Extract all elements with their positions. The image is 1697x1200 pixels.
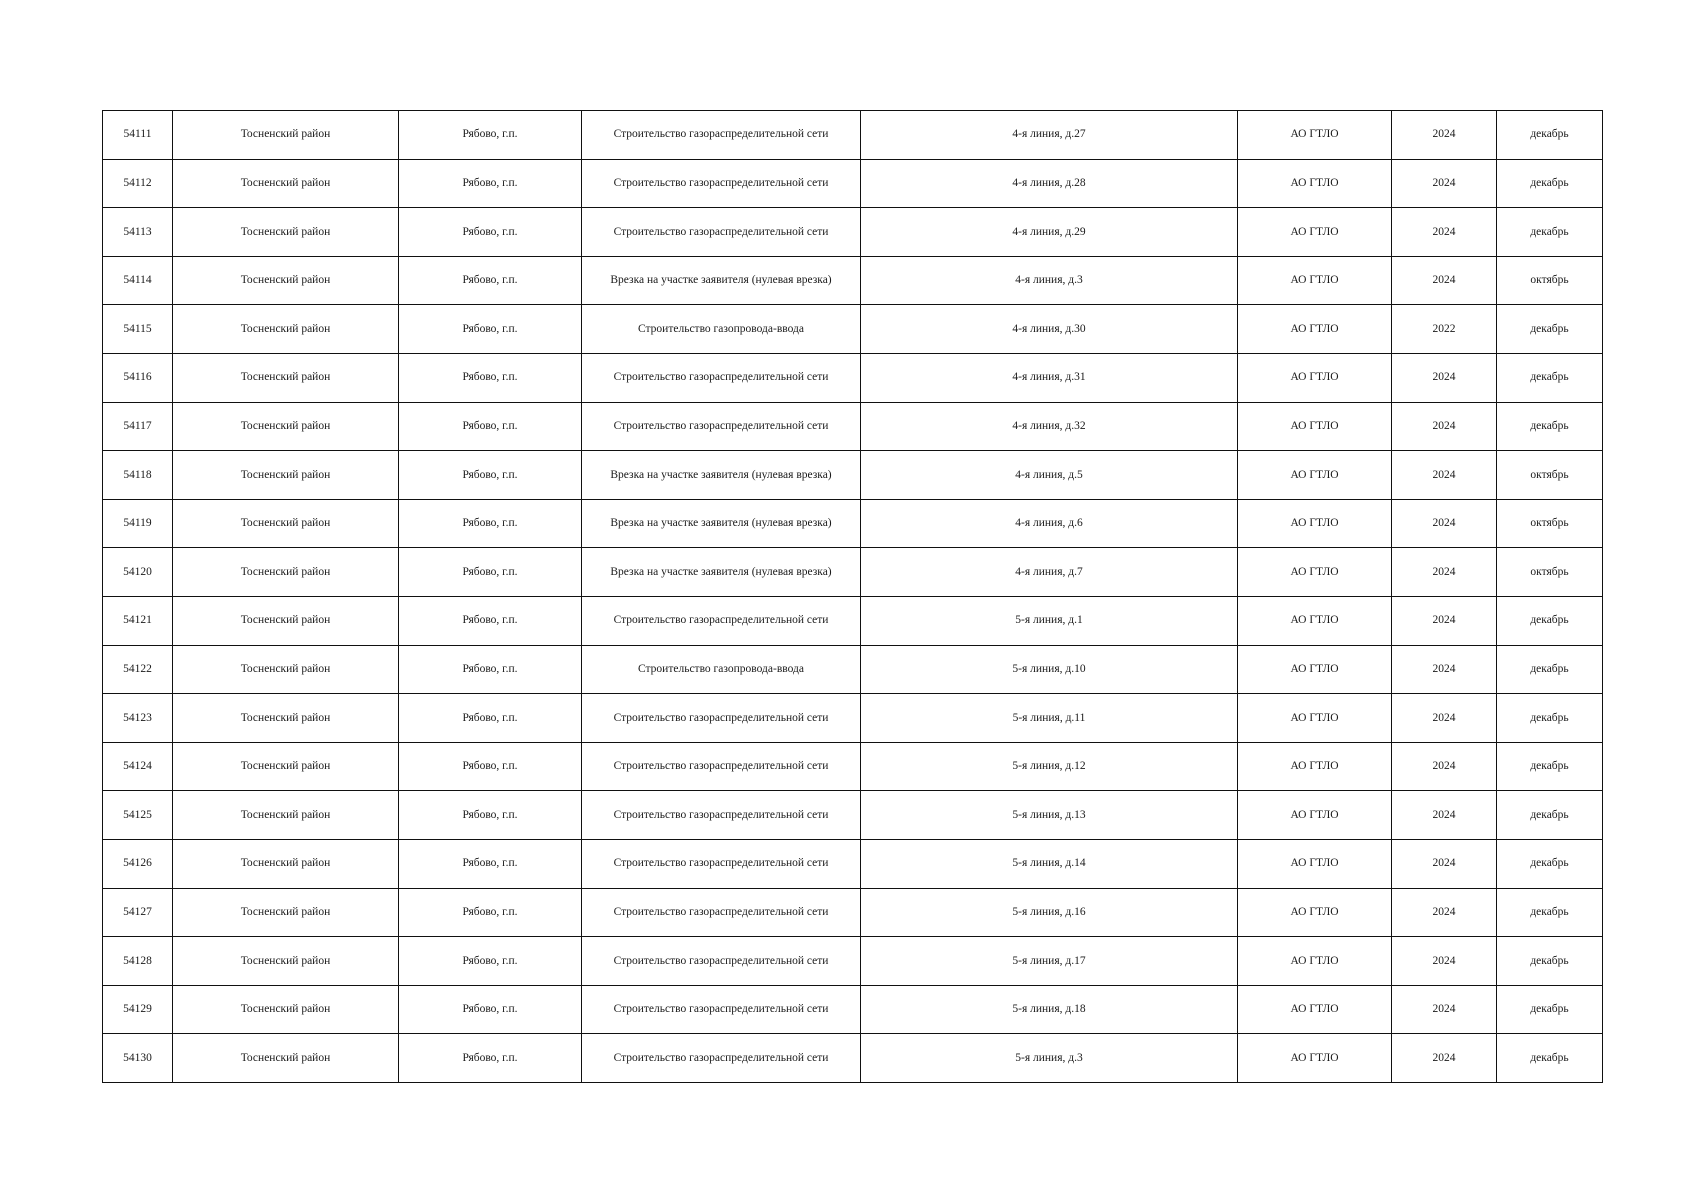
cell-year: 2024	[1392, 742, 1497, 791]
cell-year: 2024	[1392, 985, 1497, 1034]
cell-month: декабрь	[1497, 596, 1603, 645]
cell-id: 54122	[103, 645, 173, 694]
cell-year: 2024	[1392, 839, 1497, 888]
cell-id: 54128	[103, 937, 173, 986]
cell-address: 5-я линия, д.1	[861, 596, 1238, 645]
cell-year: 2024	[1392, 256, 1497, 305]
cell-month: декабрь	[1497, 111, 1603, 160]
cell-district: Тосненский район	[173, 596, 399, 645]
cell-month: декабрь	[1497, 888, 1603, 937]
cell-org: АО ГТЛО	[1238, 111, 1392, 160]
cell-work: Врезка на участке заявителя (нулевая врезка)	[582, 451, 861, 500]
cell-year: 2024	[1392, 499, 1497, 548]
cell-month: декабрь	[1497, 937, 1603, 986]
cell-work: Строительство газопровода-ввода	[582, 305, 861, 354]
cell-settlement: Рябово, г.п.	[399, 791, 582, 840]
table-row	[103, 402, 1603, 451]
table-row	[103, 353, 1603, 402]
table-row	[103, 111, 1603, 160]
cell-district: Тосненский район	[173, 985, 399, 1034]
cell-id: 54120	[103, 548, 173, 597]
table-row	[103, 1034, 1603, 1083]
cell-id: 54121	[103, 596, 173, 645]
cell-address: 5-я линия, д.17	[861, 937, 1238, 986]
cell-work: Строительство газораспределительной сети	[582, 208, 861, 257]
cell-address: 5-я линия, д.18	[861, 985, 1238, 1034]
table-row	[103, 742, 1603, 791]
cell-month: декабрь	[1497, 305, 1603, 354]
cell-settlement: Рябово, г.п.	[399, 985, 582, 1034]
cell-year: 2024	[1392, 353, 1497, 402]
cell-org: АО ГТЛО	[1238, 791, 1392, 840]
cell-org: АО ГТЛО	[1238, 353, 1392, 402]
cell-work: Строительство газораспределительной сети	[582, 159, 861, 208]
cell-address: 4-я линия, д.5	[861, 451, 1238, 500]
cell-org: АО ГТЛО	[1238, 159, 1392, 208]
table-row	[103, 159, 1603, 208]
table-row	[103, 499, 1603, 548]
table-body	[103, 111, 1603, 1083]
cell-settlement: Рябово, г.п.	[399, 742, 582, 791]
cell-month: декабрь	[1497, 985, 1603, 1034]
cell-year: 2024	[1392, 645, 1497, 694]
cell-id: 54111	[103, 111, 173, 160]
cell-district: Тосненский район	[173, 1034, 399, 1083]
cell-work: Строительство газораспределительной сети	[582, 985, 861, 1034]
cell-org: АО ГТЛО	[1238, 548, 1392, 597]
cell-id: 54117	[103, 402, 173, 451]
cell-org: АО ГТЛО	[1238, 839, 1392, 888]
cell-year: 2024	[1392, 208, 1497, 257]
cell-settlement: Рябово, г.п.	[399, 694, 582, 743]
cell-month: декабрь	[1497, 159, 1603, 208]
cell-district: Тосненский район	[173, 742, 399, 791]
data-table	[102, 110, 1603, 1083]
cell-org: АО ГТЛО	[1238, 256, 1392, 305]
cell-work: Строительство газораспределительной сети	[582, 402, 861, 451]
cell-year: 2024	[1392, 451, 1497, 500]
cell-work: Строительство газораспределительной сети	[582, 353, 861, 402]
cell-org: АО ГТЛО	[1238, 742, 1392, 791]
cell-district: Тосненский район	[173, 256, 399, 305]
cell-year: 2024	[1392, 596, 1497, 645]
cell-org: АО ГТЛО	[1238, 596, 1392, 645]
cell-work: Строительство газораспределительной сети	[582, 1034, 861, 1083]
cell-id: 54112	[103, 159, 173, 208]
cell-id: 54126	[103, 839, 173, 888]
cell-settlement: Рябово, г.п.	[399, 353, 582, 402]
cell-year: 2024	[1392, 791, 1497, 840]
cell-work: Строительство газопровода-ввода	[582, 645, 861, 694]
cell-month: октябрь	[1497, 256, 1603, 305]
cell-id: 54124	[103, 742, 173, 791]
cell-address: 4-я линия, д.32	[861, 402, 1238, 451]
cell-org: АО ГТЛО	[1238, 305, 1392, 354]
cell-id: 54123	[103, 694, 173, 743]
cell-id: 54127	[103, 888, 173, 937]
cell-district: Тосненский район	[173, 402, 399, 451]
cell-address: 4-я линия, д.30	[861, 305, 1238, 354]
cell-work: Врезка на участке заявителя (нулевая врезка)	[582, 548, 861, 597]
cell-year: 2022	[1392, 305, 1497, 354]
cell-address: 5-я линия, д.16	[861, 888, 1238, 937]
cell-settlement: Рябово, г.п.	[399, 111, 582, 160]
cell-month: октябрь	[1497, 548, 1603, 597]
cell-month: декабрь	[1497, 839, 1603, 888]
cell-org: АО ГТЛО	[1238, 694, 1392, 743]
cell-month: декабрь	[1497, 208, 1603, 257]
cell-settlement: Рябово, г.п.	[399, 305, 582, 354]
cell-work: Строительство газораспределительной сети	[582, 888, 861, 937]
cell-district: Тосненский район	[173, 451, 399, 500]
cell-id: 54119	[103, 499, 173, 548]
table-row	[103, 256, 1603, 305]
cell-district: Тосненский район	[173, 888, 399, 937]
cell-settlement: Рябово, г.п.	[399, 1034, 582, 1083]
cell-settlement: Рябово, г.п.	[399, 208, 582, 257]
cell-id: 54129	[103, 985, 173, 1034]
cell-work: Строительство газораспределительной сети	[582, 742, 861, 791]
table-row	[103, 937, 1603, 986]
cell-month: октябрь	[1497, 499, 1603, 548]
cell-district: Тосненский район	[173, 499, 399, 548]
cell-address: 4-я линия, д.27	[861, 111, 1238, 160]
cell-work: Врезка на участке заявителя (нулевая врезка)	[582, 256, 861, 305]
cell-id: 54116	[103, 353, 173, 402]
cell-id: 54118	[103, 451, 173, 500]
cell-address: 5-я линия, д.12	[861, 742, 1238, 791]
cell-address: 5-я линия, д.14	[861, 839, 1238, 888]
cell-district: Тосненский район	[173, 208, 399, 257]
table-row	[103, 305, 1603, 354]
cell-org: АО ГТЛО	[1238, 499, 1392, 548]
cell-settlement: Рябово, г.п.	[399, 839, 582, 888]
cell-month: декабрь	[1497, 645, 1603, 694]
cell-address: 5-я линия, д.3	[861, 1034, 1238, 1083]
cell-address: 5-я линия, д.13	[861, 791, 1238, 840]
cell-work: Врезка на участке заявителя (нулевая врезка)	[582, 499, 861, 548]
table-row	[103, 694, 1603, 743]
cell-id: 54115	[103, 305, 173, 354]
cell-work: Строительство газораспределительной сети	[582, 791, 861, 840]
cell-settlement: Рябово, г.п.	[399, 596, 582, 645]
cell-settlement: Рябово, г.п.	[399, 402, 582, 451]
cell-year: 2024	[1392, 888, 1497, 937]
cell-org: АО ГТЛО	[1238, 645, 1392, 694]
table-row	[103, 645, 1603, 694]
cell-org: АО ГТЛО	[1238, 888, 1392, 937]
cell-org: АО ГТЛО	[1238, 1034, 1392, 1083]
cell-work: Строительство газораспределительной сети	[582, 596, 861, 645]
table-row	[103, 208, 1603, 257]
cell-district: Тосненский район	[173, 305, 399, 354]
cell-year: 2024	[1392, 694, 1497, 743]
cell-district: Тосненский район	[173, 353, 399, 402]
cell-work: Строительство газораспределительной сети	[582, 111, 861, 160]
cell-settlement: Рябово, г.п.	[399, 548, 582, 597]
cell-id: 54113	[103, 208, 173, 257]
cell-district: Тосненский район	[173, 839, 399, 888]
cell-district: Тосненский район	[173, 645, 399, 694]
cell-address: 4-я линия, д.3	[861, 256, 1238, 305]
cell-district: Тосненский район	[173, 694, 399, 743]
cell-address: 4-я линия, д.6	[861, 499, 1238, 548]
cell-id: 54125	[103, 791, 173, 840]
cell-month: декабрь	[1497, 353, 1603, 402]
cell-month: декабрь	[1497, 694, 1603, 743]
cell-settlement: Рябово, г.п.	[399, 159, 582, 208]
cell-address: 4-я линия, д.31	[861, 353, 1238, 402]
table-row	[103, 596, 1603, 645]
cell-district: Тосненский район	[173, 111, 399, 160]
table-row	[103, 888, 1603, 937]
table-row	[103, 791, 1603, 840]
cell-year: 2024	[1392, 1034, 1497, 1083]
cell-org: АО ГТЛО	[1238, 985, 1392, 1034]
cell-district: Тосненский район	[173, 548, 399, 597]
cell-org: АО ГТЛО	[1238, 208, 1392, 257]
cell-district: Тосненский район	[173, 791, 399, 840]
cell-month: декабрь	[1497, 1034, 1603, 1083]
cell-settlement: Рябово, г.п.	[399, 499, 582, 548]
cell-year: 2024	[1392, 548, 1497, 597]
cell-settlement: Рябово, г.п.	[399, 888, 582, 937]
cell-address: 4-я линия, д.7	[861, 548, 1238, 597]
table-row	[103, 451, 1603, 500]
table-row	[103, 548, 1603, 597]
cell-settlement: Рябово, г.п.	[399, 451, 582, 500]
cell-id: 54114	[103, 256, 173, 305]
cell-settlement: Рябово, г.п.	[399, 256, 582, 305]
cell-district: Тосненский район	[173, 937, 399, 986]
cell-address: 4-я линия, д.28	[861, 159, 1238, 208]
table-row	[103, 839, 1603, 888]
cell-org: АО ГТЛО	[1238, 451, 1392, 500]
cell-year: 2024	[1392, 402, 1497, 451]
cell-address: 4-я линия, д.29	[861, 208, 1238, 257]
cell-year: 2024	[1392, 111, 1497, 160]
cell-work: Строительство газораспределительной сети	[582, 839, 861, 888]
cell-year: 2024	[1392, 159, 1497, 208]
cell-month: декабрь	[1497, 742, 1603, 791]
cell-settlement: Рябово, г.п.	[399, 937, 582, 986]
cell-id: 54130	[103, 1034, 173, 1083]
cell-month: октябрь	[1497, 451, 1603, 500]
cell-year: 2024	[1392, 937, 1497, 986]
table-row	[103, 985, 1603, 1034]
cell-settlement: Рябово, г.п.	[399, 645, 582, 694]
cell-org: АО ГТЛО	[1238, 402, 1392, 451]
cell-month: декабрь	[1497, 791, 1603, 840]
cell-address: 5-я линия, д.11	[861, 694, 1238, 743]
cell-district: Тосненский район	[173, 159, 399, 208]
cell-work: Строительство газораспределительной сети	[582, 937, 861, 986]
cell-org: АО ГТЛО	[1238, 937, 1392, 986]
cell-month: декабрь	[1497, 402, 1603, 451]
cell-address: 5-я линия, д.10	[861, 645, 1238, 694]
cell-work: Строительство газораспределительной сети	[582, 694, 861, 743]
